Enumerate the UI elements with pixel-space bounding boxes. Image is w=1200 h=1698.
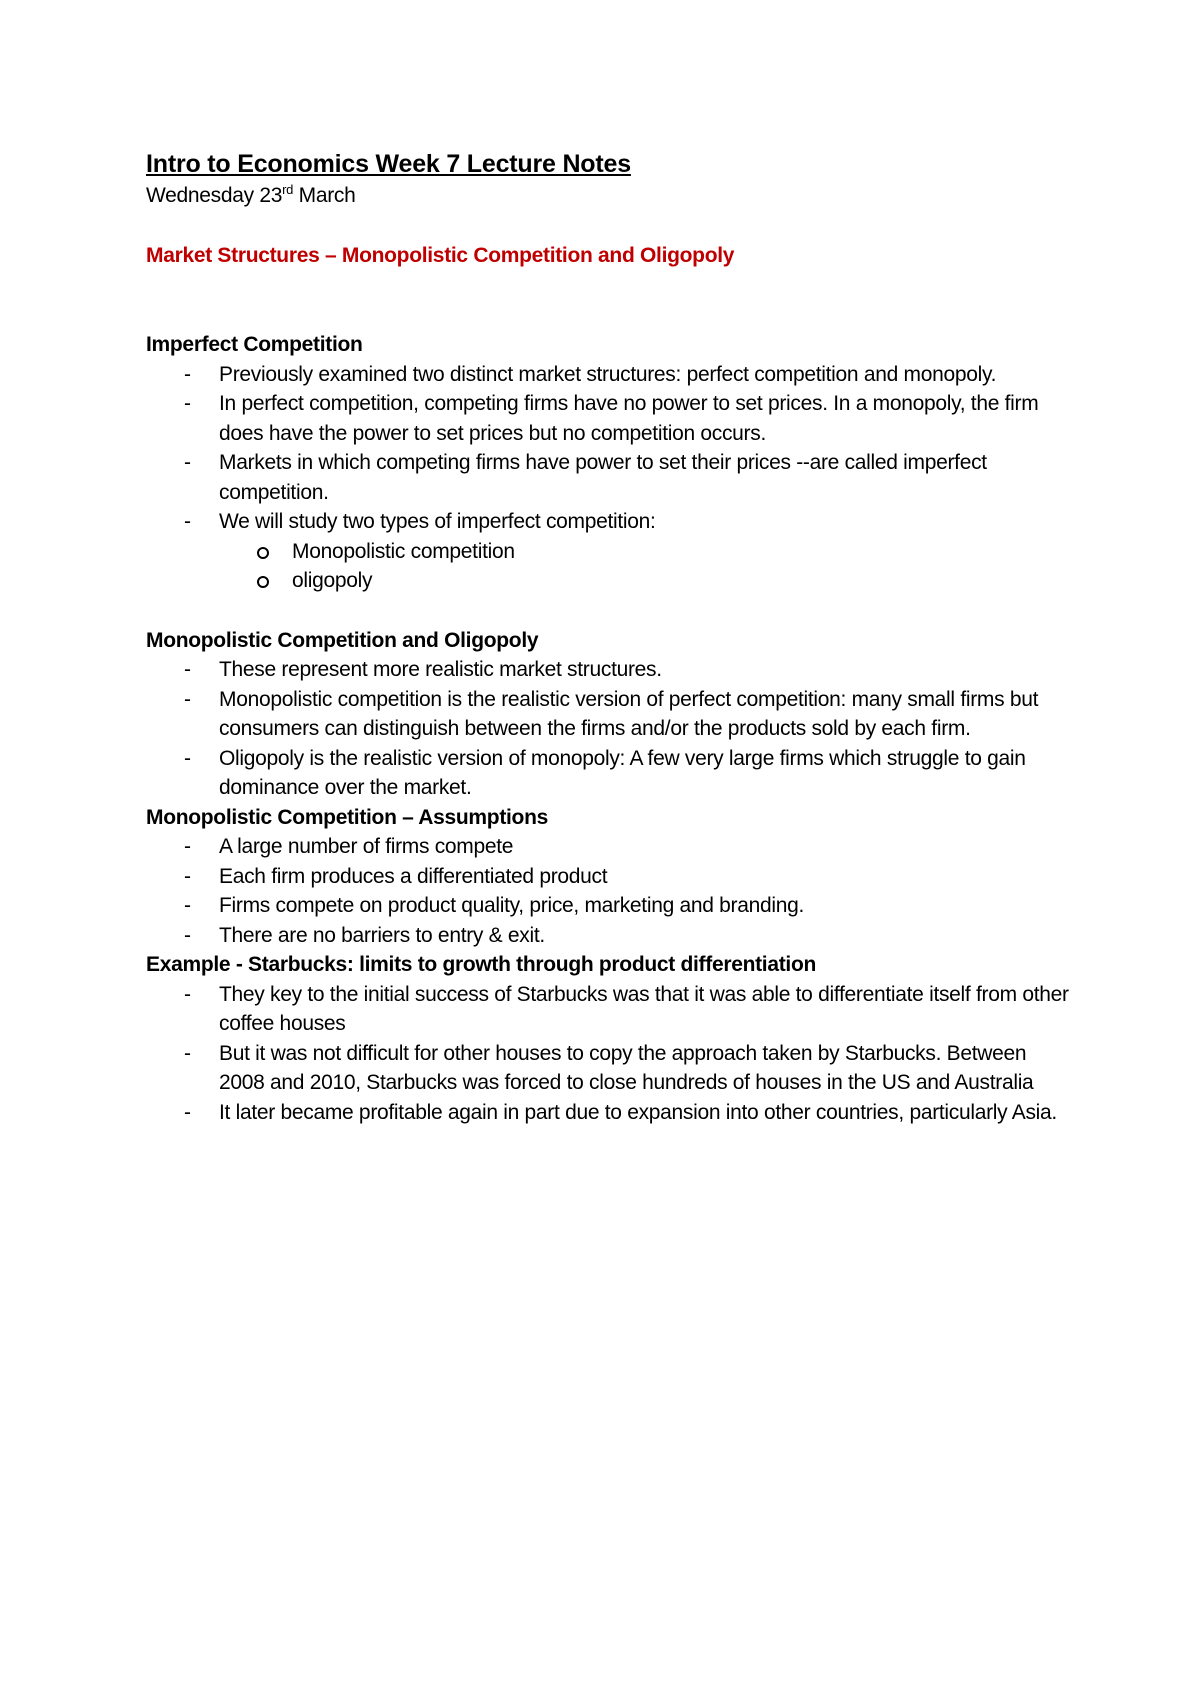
dash-bullet: - <box>184 451 191 474</box>
dash-bullet: - <box>184 835 191 858</box>
section-heading-starbucks-example: Example - Starbucks: limits to growth through product differentiation <box>146 953 816 976</box>
sub-list-item-text: Monopolistic competition <box>292 539 515 563</box>
sub-list-item <box>146 566 1076 596</box>
circle-bullet-icon <box>257 576 269 588</box>
list-item <box>146 360 1076 390</box>
sub-list-item <box>146 537 1076 567</box>
section-heading-monopolistic-and-oligopoly: Monopolistic Competition and Oligopoly <box>146 628 539 652</box>
list-item-text: Firms compete on product quality, price, marketing and branding. <box>219 894 805 917</box>
imperfect-competition-list <box>146 360 1076 537</box>
list-item <box>146 448 1076 507</box>
dash-bullet: - <box>184 864 191 888</box>
list-item-text: But it was not difficult for other houses to copy the approach taken by Starbucks. Between 2008 and 2010, Starbucks was forced to close hundreds of houses in the US and Australia <box>219 1041 1034 1094</box>
document-subtitle: Market Structures – Monopolistic Competition and Oligopoly <box>146 244 735 267</box>
dash-bullet: - <box>184 658 191 681</box>
imperfect-competition-types-list <box>146 537 1076 596</box>
dash-bullet: - <box>184 392 191 415</box>
list-item-text: We will study two types of imperfect competition: <box>219 510 656 533</box>
list-item <box>146 744 1076 803</box>
starbucks-example-list <box>146 980 1076 1128</box>
list-item-text: A large number of firms compete <box>219 835 514 858</box>
list-item-text: It later became profitable again in part due to expansion into other countries, particularly Asia. <box>219 1100 1057 1124</box>
list-item-text: They key to the initial success of Starbucks was that it was able to differentiate itself from other coffee houses <box>219 982 1069 1035</box>
document-title: Intro to Economics Week 7 Lecture Notes <box>146 150 631 178</box>
lecture-date <box>146 180 1076 212</box>
dash-bullet: - <box>184 510 191 533</box>
list-item-text: Markets in which competing firms have power to set their prices --are called imperfect competition. <box>219 451 987 504</box>
dash-bullet: - <box>184 1041 191 1065</box>
list-item <box>146 655 1076 685</box>
dash-bullet: - <box>184 923 191 947</box>
monopolistic-oligopoly-list <box>146 655 1076 803</box>
list-item-text: Oligopoly is the realistic version of monopoly: A few very large firms which struggle to gain dominance over the market. <box>219 746 1026 799</box>
list-item-text: In perfect competition, competing firms have no power to set prices. In a monopoly, the firm does have the power to set prices but no competition occurs. <box>219 392 1039 445</box>
list-item <box>146 862 1076 892</box>
list-item <box>146 980 1076 1039</box>
dash-bullet: - <box>184 746 191 770</box>
section-heading-assumptions: Monopolistic Competition – Assumptions <box>146 805 548 829</box>
list-item-text: Monopolistic competition is the realistic version of perfect competition: many small firms but consumers can distinguish between the firms and/or the products sold by each firm. <box>219 687 1039 740</box>
list-item <box>146 389 1076 448</box>
dash-bullet: - <box>184 362 191 386</box>
date-ordinal: rd <box>282 182 294 197</box>
date-prefix: Wednesday 23 <box>146 184 283 207</box>
list-item-text: Previously examined two distinct market structures: perfect competition and monopoly. <box>219 362 997 386</box>
list-item-text: There are no barriers to entry & exit. <box>219 923 545 947</box>
list-item <box>146 921 1076 951</box>
circle-bullet-icon <box>257 547 269 559</box>
sub-list-item-text: oligopoly <box>292 569 373 592</box>
dash-bullet: - <box>184 687 191 711</box>
dash-bullet: - <box>184 1100 191 1124</box>
list-item <box>146 685 1076 744</box>
assumptions-list <box>146 832 1076 950</box>
dash-bullet: - <box>184 982 191 1006</box>
section-heading-imperfect-competition: Imperfect Competition <box>146 333 363 356</box>
list-item <box>146 1098 1076 1128</box>
list-item <box>146 891 1076 921</box>
list-item <box>146 832 1076 862</box>
document-page <box>146 148 1076 1127</box>
list-item-text: Each firm produces a differentiated product <box>219 864 608 888</box>
date-month: March <box>293 184 356 207</box>
list-item-text: These represent more realistic market structures. <box>219 658 662 681</box>
list-item <box>146 507 1076 537</box>
list-item <box>146 1039 1076 1098</box>
dash-bullet: - <box>184 894 191 917</box>
